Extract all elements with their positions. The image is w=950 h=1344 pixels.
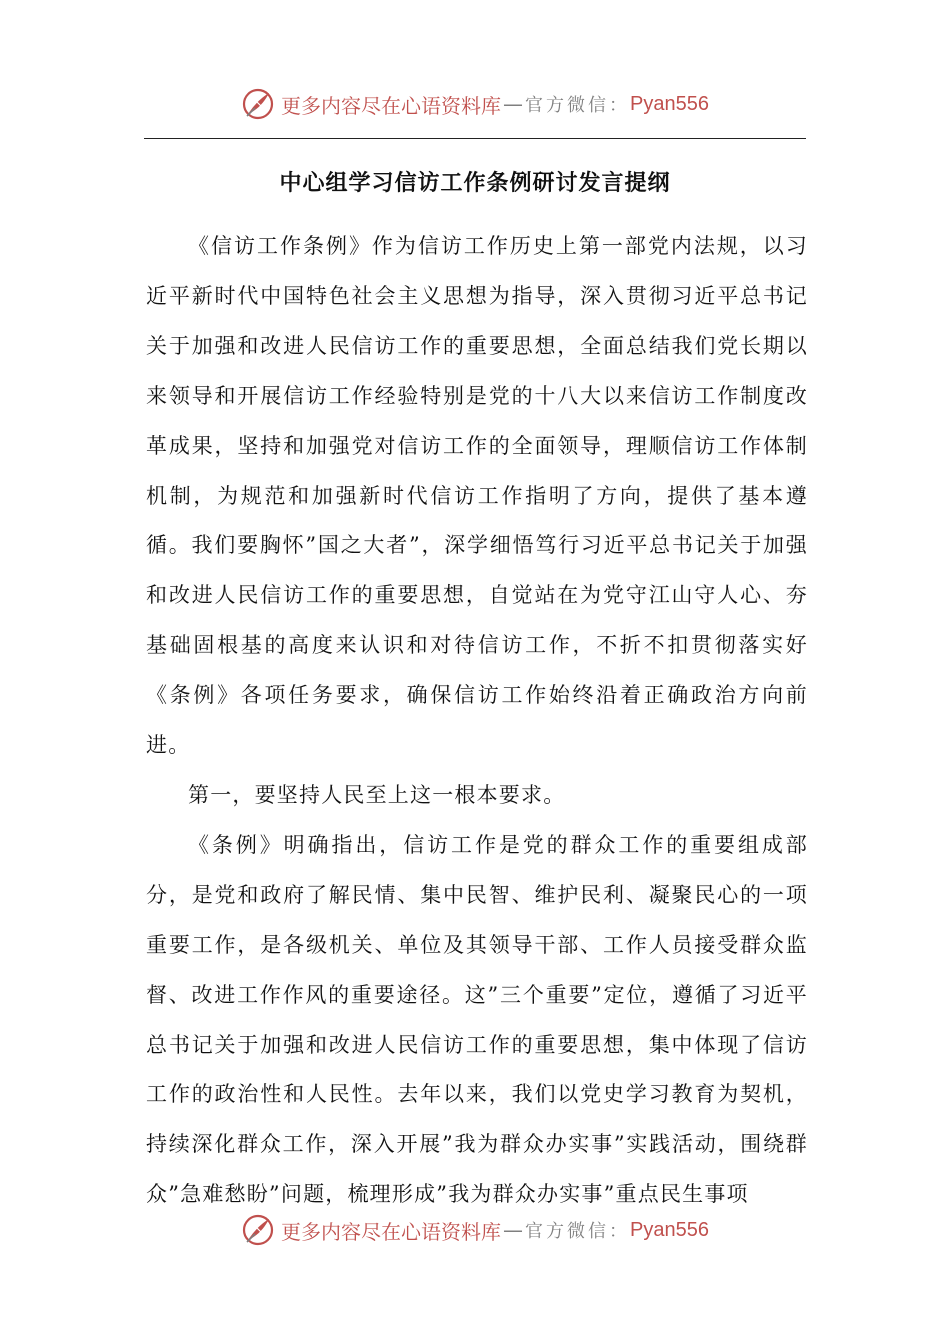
banner-site-text: 更多内容尽在心语资料库 [281,93,502,118]
feather-pen-logo-icon [241,87,275,121]
banner-site-text: 更多内容尽在心语资料库 [281,1219,502,1244]
banner-separator: — [503,92,524,116]
header-banner [0,84,950,124]
paragraph-intro: 《信访工作条例》作为信访工作历史上第一部党内法规，以习近平新时代中国特色社会主义思想为指导，深入贯彻习近平总书记关于加强和改进人民信访工作的重要思想，全面总结我们党长期以来领导和开展信访工作经验特别是党的十八大以来信访工作制度改革成果，坚持和加强党对信访工作的全面领导，理顺信访工作体制机制，为规范和加强新时代信访工作指明了方向，提供了基本遵循。我们要胸怀”国之大者”，深学细悟笃行习近平总书记关于加强和改进人民信访工作的重要思想，自觉站在为党守江山守人心、夯基础固根基的高度来认识和对待信访工作，不折不扣贯彻落实好《条例》各项任务要求，确保信访工作始终沿着正确政治方向前进。 [146,234,808,758]
header-divider [144,138,806,139]
banner-wechat-label: 官方微信： [525,95,631,116]
document-title: 中心组学习信访工作条例研讨发言提纲 [279,171,671,196]
paragraph-regulation: 《条例》明确指出，信访工作是党的群众工作的重要组成部分，是党和政府了解民情、集中民智、维护民利、凝聚民心的一项重要工作，是各级机关、单位及其领导干部、工作人员接受群众监督、改进工作作风的重要途径。这”三个重要”定位，遵循了习近平总书记关于加强和改进人民信访工作的重要思想，集中体现了信访工作的政治性和人民性。去年以来，我们以党史学习教育为契机，持续深化群众工作，深入开展”我为群众办实事”实践活动，围绕群众”急难愁盼”问题，梳理形成”我为群众办实事”重点民生事项 [146,832,808,1207]
banner-wechat-label: 官方微信： [525,1221,631,1242]
banner-wechat-id: Pyan556 [630,1218,709,1241]
banner-wechat-id: Pyan556 [630,92,709,115]
footer-banner [0,1210,950,1250]
feather-pen-logo-icon [241,1213,275,1247]
paragraph-first-point: 第一，要坚持人民至上这一根本要求。 [188,782,566,807]
banner-separator: — [503,1218,524,1242]
document-body [146,222,808,1220]
